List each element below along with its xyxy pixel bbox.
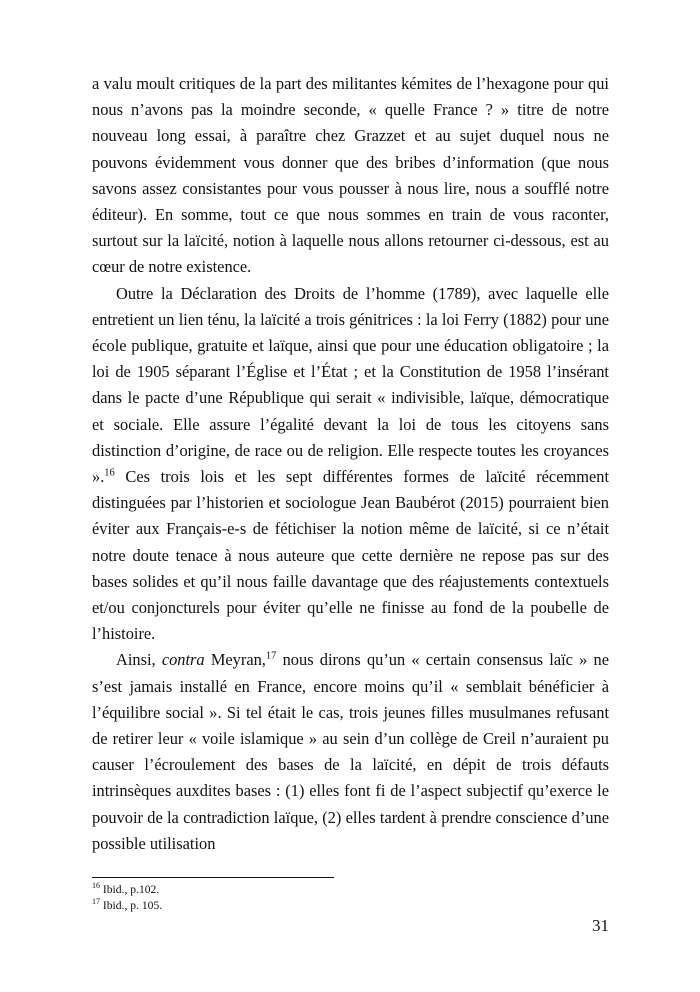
paragraph-3-text-b: Meyran, <box>204 650 266 670</box>
page-number: 31 <box>592 916 609 935</box>
footnote-17 <box>92 898 609 914</box>
paragraph-2-text-a: Outre la Déclaration des Droits de l’homme (1789), avec laquelle elle entretient un lien ténu, la laïcité a trois génitrices : la loi Ferry (1882) pour une école publique, gratuite et laïque, ainsi que pour une éducation obligatoire ; la loi de 1905 séparant l’Église et l’État ; et la Constitution de 1958 l’insérant dans le pacte d’une République qui serait « indivisible, laïque, démocratique et sociale. Elle assure l’égalité devant la loi de tous les citoyens sans distinction d’origine, de race ou de religion. Elle respecte toutes les croyances ». <box>92 283 609 487</box>
footnote-number: 17 <box>92 897 100 907</box>
paragraph-2 <box>92 281 609 648</box>
paragraph-3-text-a: Ainsi, <box>116 650 162 670</box>
footnote-ref-16: 16 <box>104 467 115 479</box>
footnote-16 <box>92 882 609 898</box>
paragraph-1-text: a valu moult critiques de la part des militantes kémites de l’hexagone pour qui nous n’avons pas la moindre seconde, « quelle France ? » titre de notre nouveau long essai, à paraître chez Grazzet et au sujet duquel nous ne pouvons évidemment vous donner que des bribes d’information (que nous savons assez consistantes pour vous pousser à nous lire, nous a soufflé notre éditeur). En somme, tout ce que nous sommes en train de vous raconter, surtout sur la laïcité, notion à laquelle nous allons retourner ci-dessous, est au cœur de notre existence. <box>92 74 609 277</box>
footnote-text: Ibid., p.102. <box>100 883 160 896</box>
paragraph-1 <box>92 71 609 281</box>
paragraph-3-emphasis: contra <box>161 650 205 670</box>
footnote-number: 16 <box>92 881 100 891</box>
footnote-divider <box>92 877 334 878</box>
paragraph-2-text-b: Ces trois lois et les sept différentes formes de laïcité récemment distinguées par l’historien et sociologue Jean Baubérot (2015) pourraient bien éviter aux Français-e-s de fétichiser la notion même de laïcité, si ce n’était notre doute tenace à nous auteure que cette dernière ne repose pas sur des bases solides et qu’il nous faille davantage que des réajustements contextuels et/ou conjoncturels pour éviter qu’elle ne finisse au fond de la poubelle de l’histoire. <box>92 467 609 644</box>
footnote-ref-17: 17 <box>265 651 277 662</box>
paragraph-3 <box>92 647 609 857</box>
paragraph-3-text-c: nous dirons qu’un « certain consensus laïc » ne s’est jamais installé en France, encore moins qu’il « semblait bénéficier à l’équilibre social ». Si tel était le cas, trois jeunes filles musulmanes refusant de retirer leur « voile islamique » au sein d’un collège de Creil n’auraient pu causer l’écroulement des bases de la laïcité, en dépit de trois défauts intrinsèques auxdites bases : (1) elles font fi de l’aspect subjectif qu’exerce le pouvoir de la contradiction laïque, (2) elles tardent à prendre conscience d’une possible utilisation <box>92 650 609 853</box>
footnotes <box>92 882 609 914</box>
footnote-text: Ibid., p. 105. <box>100 899 163 912</box>
page-body <box>92 71 609 857</box>
